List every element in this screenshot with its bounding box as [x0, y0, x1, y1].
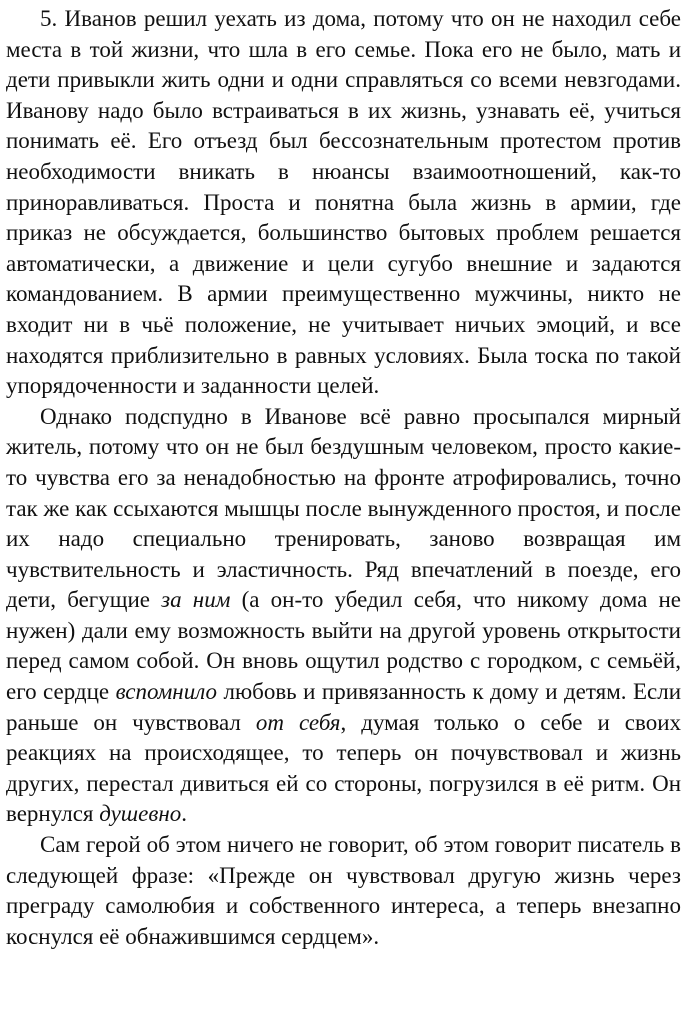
paragraph-1-text: 5. Иванов решил уехать из дома, потому что он не находил себе места в той жизни, что шла в его семье. Пока его не было, мать и дети привыкли жить одни и одни справляться со всеми невзгодами. Иванову надо было встраиваться в их жизнь, узнавать её, учиться понимать её. Его отъезд был бессознательным протестом против необходимости вникать в нюансы взаимоотношений, как-то приноравливаться. Проста и понятна была жизнь в армии, где приказ не обсуждается, большинство бытовых проблем решается автоматически, а движение и цели сугубо внешние и задаются командованием. В армии преимущественно мужчины, никто не входит ни в чьё положение, не учитывает ничьих эмоций, и все находятся приблизительно в равных условиях. Была тоска по такой упорядоченности и заданности целей.: [6, 6, 681, 399]
paragraph-2-text-e: .: [181, 801, 188, 827]
paragraph-3: [6, 830, 681, 952]
emphasis-dushevno: душевно: [99, 801, 182, 827]
paragraph-2-text-c: любовь и привязанность к дому и детям. Если раньше он чувствовал: [6, 679, 681, 735]
paragraph-2-text-d: , думая только о себе и своих реакциях на происходящее, то теперь он почувствовал и жизнь других, перестал дивиться ей со стороны, погрузился в её ритм. Он вернулся: [6, 709, 682, 827]
emphasis-vspomnilo: вспомнило: [115, 679, 218, 705]
paragraph-2: [6, 402, 681, 830]
paragraph-2-text-a: Однако подспудно в Иванове всё равно просыпался мирный житель, потому что он не был бездушным человеком, просто какие-то чувства его за ненадобностью на фронте атрофировались, точно так же как ссыхаются мышцы после вынужденного простоя, и после их надо специально тренировать, заново возвращая им чувствительность и эластичность. Ряд впечатлений в поезде, его дети, бегущие: [6, 403, 681, 613]
emphasis-za-nim: за ним: [161, 587, 231, 613]
paragraph-1: [6, 4, 681, 402]
paragraph-3-text: Сам герой об этом ничего не говорит, об этом говорит писатель в следующей фразе: «Прежде он чувствовал другую жизнь через преграду самолюбия и собственного интереса, а теперь внезапно коснулся её обнажившимся сердцем».: [6, 832, 681, 949]
paragraph-2-text-b: (а он-то убедил себя, что никому дома не нужен) дали ему возможность выйти на другой уровень открытости перед самом собой. Он вновь ощутил родство с городком, с семьёй, его сердце: [6, 587, 682, 705]
emphasis-ot-sebya: от себя: [255, 709, 341, 735]
